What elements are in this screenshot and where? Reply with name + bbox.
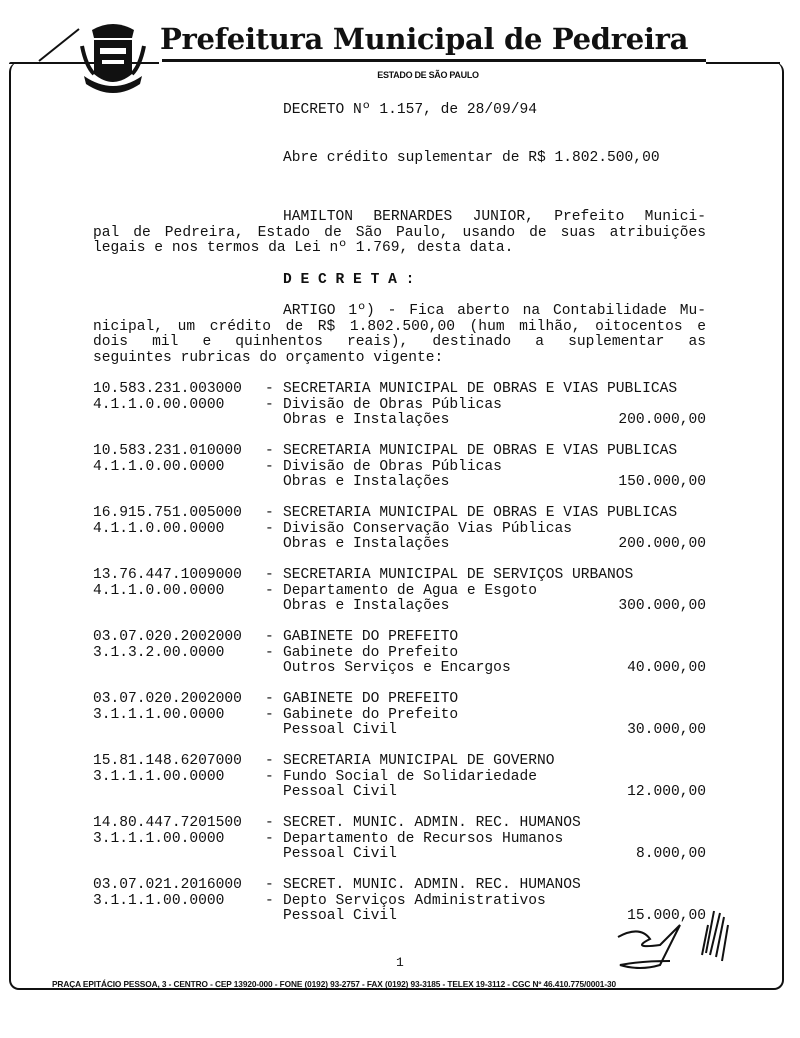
entry-code: 10.583.231.010000 xyxy=(93,443,242,459)
budget-entry xyxy=(93,816,706,863)
entry-item: Pessoal Civil xyxy=(283,846,397,862)
intro-paragraph xyxy=(93,210,706,257)
state-subtitle: ESTADO DE SÃO PAULO xyxy=(377,70,479,80)
separator-dash: - xyxy=(265,396,274,413)
separator-dash: - xyxy=(265,768,274,785)
entry-amount: 40.000,00 xyxy=(627,660,706,676)
entry-item: Obras e Instalações xyxy=(283,474,450,490)
separator-dash: - xyxy=(265,567,274,583)
entry-unit: Departamento de Recursos Humanos xyxy=(283,830,564,847)
decreta-heading: D E C R E T A : xyxy=(283,272,415,288)
entry-amount: 300.000,00 xyxy=(618,598,706,614)
entry-code: 03.07.020.2002000 xyxy=(93,629,242,645)
entry-account: 4.1.1.0.00.0000 xyxy=(93,520,225,537)
entry-unit: Divisão de Obras Públicas xyxy=(283,396,502,413)
entry-account: 4.1.1.0.00.0000 xyxy=(93,458,225,475)
entry-item: Obras e Instalações xyxy=(283,598,450,614)
entry-code: 10.583.231.003000 xyxy=(93,381,242,397)
budget-entry xyxy=(93,568,706,615)
entry-item: Pessoal Civil xyxy=(283,908,397,924)
separator-dash: - xyxy=(265,830,274,847)
budget-entry xyxy=(93,754,706,801)
entry-department: SECRET. MUNIC. ADMIN. REC. HUMANOS xyxy=(283,815,581,831)
entry-code: 16.915.751.005000 xyxy=(93,505,242,521)
entry-amount: 200.000,00 xyxy=(618,412,706,428)
article-paragraph xyxy=(93,304,706,366)
entry-item: Outros Serviços e Encargos xyxy=(283,660,511,676)
separator-dash: - xyxy=(265,706,274,723)
separator-dash: - xyxy=(265,877,274,893)
entry-department: SECRETARIA MUNICIPAL DE OBRAS E VIAS PUBLICAS xyxy=(283,505,678,521)
budget-entry xyxy=(93,630,706,677)
budget-entry xyxy=(93,692,706,739)
entry-account: 3.1.1.1.00.0000 xyxy=(93,768,225,785)
header-rule xyxy=(162,59,706,62)
border-top-right xyxy=(706,62,780,64)
entry-amount: 200.000,00 xyxy=(618,536,706,552)
intro-line: HAMILTON BERNARDES JUNIOR, Prefeito Munici- xyxy=(283,209,706,225)
entry-amount: 8.000,00 xyxy=(635,846,706,862)
entry-unit: Divisão Conservação Vias Públicas xyxy=(283,520,573,537)
entry-department: SECRETARIA MUNICIPAL DE GOVERNO xyxy=(283,753,555,769)
separator-dash: - xyxy=(265,691,274,707)
separator-dash: - xyxy=(265,520,274,537)
entry-department: SECRETARIA MUNICIPAL DE OBRAS E VIAS PUBLICAS xyxy=(283,443,678,459)
decree-summary: Abre crédito suplementar de R$ 1.802.500,00 xyxy=(283,150,660,166)
decree-number: DECRETO Nº 1.157, de 28/09/94 xyxy=(283,102,537,118)
separator-dash: - xyxy=(265,505,274,521)
signature xyxy=(610,905,730,975)
page-number: 1 xyxy=(396,955,404,970)
scan-mark-stroke xyxy=(35,25,85,65)
coat-of-arms-logo xyxy=(78,16,148,100)
separator-dash: - xyxy=(265,381,274,397)
entry-item: Pessoal Civil xyxy=(283,784,397,800)
entry-item: Obras e Instalações xyxy=(283,536,450,552)
entry-unit: Gabinete do Prefeito xyxy=(283,706,459,723)
entry-department: SECRET. MUNIC. ADMIN. REC. HUMANOS xyxy=(283,877,581,893)
separator-dash: - xyxy=(265,892,274,909)
intro-line: legais e nos termos da Lei nº 1.769, desta data. xyxy=(93,240,514,256)
entry-item: Obras e Instalações xyxy=(283,412,450,428)
entry-code: 14.80.447.7201500 xyxy=(93,815,242,831)
entry-account: 3.1.1.1.00.0000 xyxy=(93,892,225,909)
separator-dash: - xyxy=(265,458,274,475)
entry-code: 13.76.447.1009000 xyxy=(93,567,242,583)
separator-dash: - xyxy=(265,443,274,459)
entry-item: Pessoal Civil xyxy=(283,722,397,738)
entry-department: SECRETARIA MUNICIPAL DE OBRAS E VIAS PUBLICAS xyxy=(283,381,678,397)
entry-account: 4.1.1.0.00.0000 xyxy=(93,396,225,413)
entry-account: 4.1.1.0.00.0000 xyxy=(93,582,225,599)
entry-department: GABINETE DO PREFEITO xyxy=(283,691,459,707)
entry-unit: Divisão de Obras Públicas xyxy=(283,458,502,475)
institution-title: Prefeitura Municipal de Pedreira xyxy=(160,22,689,56)
entry-department: GABINETE DO PREFEITO xyxy=(283,629,459,645)
entry-account: 3.1.1.1.00.0000 xyxy=(93,706,225,723)
entry-unit: Gabinete do Prefeito xyxy=(283,644,459,661)
separator-dash: - xyxy=(265,629,274,645)
budget-entry xyxy=(93,382,706,429)
entry-code: 15.81.148.6207000 xyxy=(93,753,242,769)
budget-entry xyxy=(93,444,706,491)
article-line: nicipal, um crédito de R$ 1.802.500,00 (hum milhão, oitocentos e xyxy=(93,318,706,335)
entry-unit: Depto Serviços Administrativos xyxy=(283,892,546,909)
budget-entry xyxy=(93,506,706,553)
entry-amount: 15.000,00 xyxy=(627,908,706,924)
entry-account: 3.1.3.2.00.0000 xyxy=(93,644,225,661)
entry-code: 03.07.020.2002000 xyxy=(93,691,242,707)
entry-department: SECRETARIA MUNICIPAL DE SERVIÇOS URBANOS xyxy=(283,567,634,583)
article-line: ARTIGO 1º) - Fica aberto na Contabilidade Mu- xyxy=(283,303,706,319)
separator-dash: - xyxy=(265,815,274,831)
entry-account: 3.1.1.1.00.0000 xyxy=(93,830,225,847)
entry-amount: 12.000,00 xyxy=(627,784,706,800)
entry-unit: Departamento de Agua e Esgoto xyxy=(283,582,537,599)
entry-unit: Fundo Social de Solidariedade xyxy=(283,768,537,785)
article-line: dois mil e quinhentos reais), destinado a suplementar as xyxy=(93,334,706,350)
article-line: seguintes rubricas do orçamento vigente: xyxy=(93,349,444,366)
separator-dash: - xyxy=(265,582,274,599)
entry-amount: 150.000,00 xyxy=(618,474,706,490)
separator-dash: - xyxy=(265,644,274,661)
entry-amount: 30.000,00 xyxy=(627,722,706,738)
footer-address: PRAÇA EPITÁCIO PESSOA, 3 - CENTRO - CEP 13920-000 - FONE (0192) 93-2757 - FAX (0192) 93-3185 - TELEX 19-3112 - CGC Nº 46.410.775/0001-30 xyxy=(52,979,617,989)
separator-dash: - xyxy=(265,753,274,769)
intro-line: pal de Pedreira, Estado de São Paulo, usando de suas atribuições xyxy=(93,224,706,241)
entry-code: 03.07.021.2016000 xyxy=(93,877,242,893)
